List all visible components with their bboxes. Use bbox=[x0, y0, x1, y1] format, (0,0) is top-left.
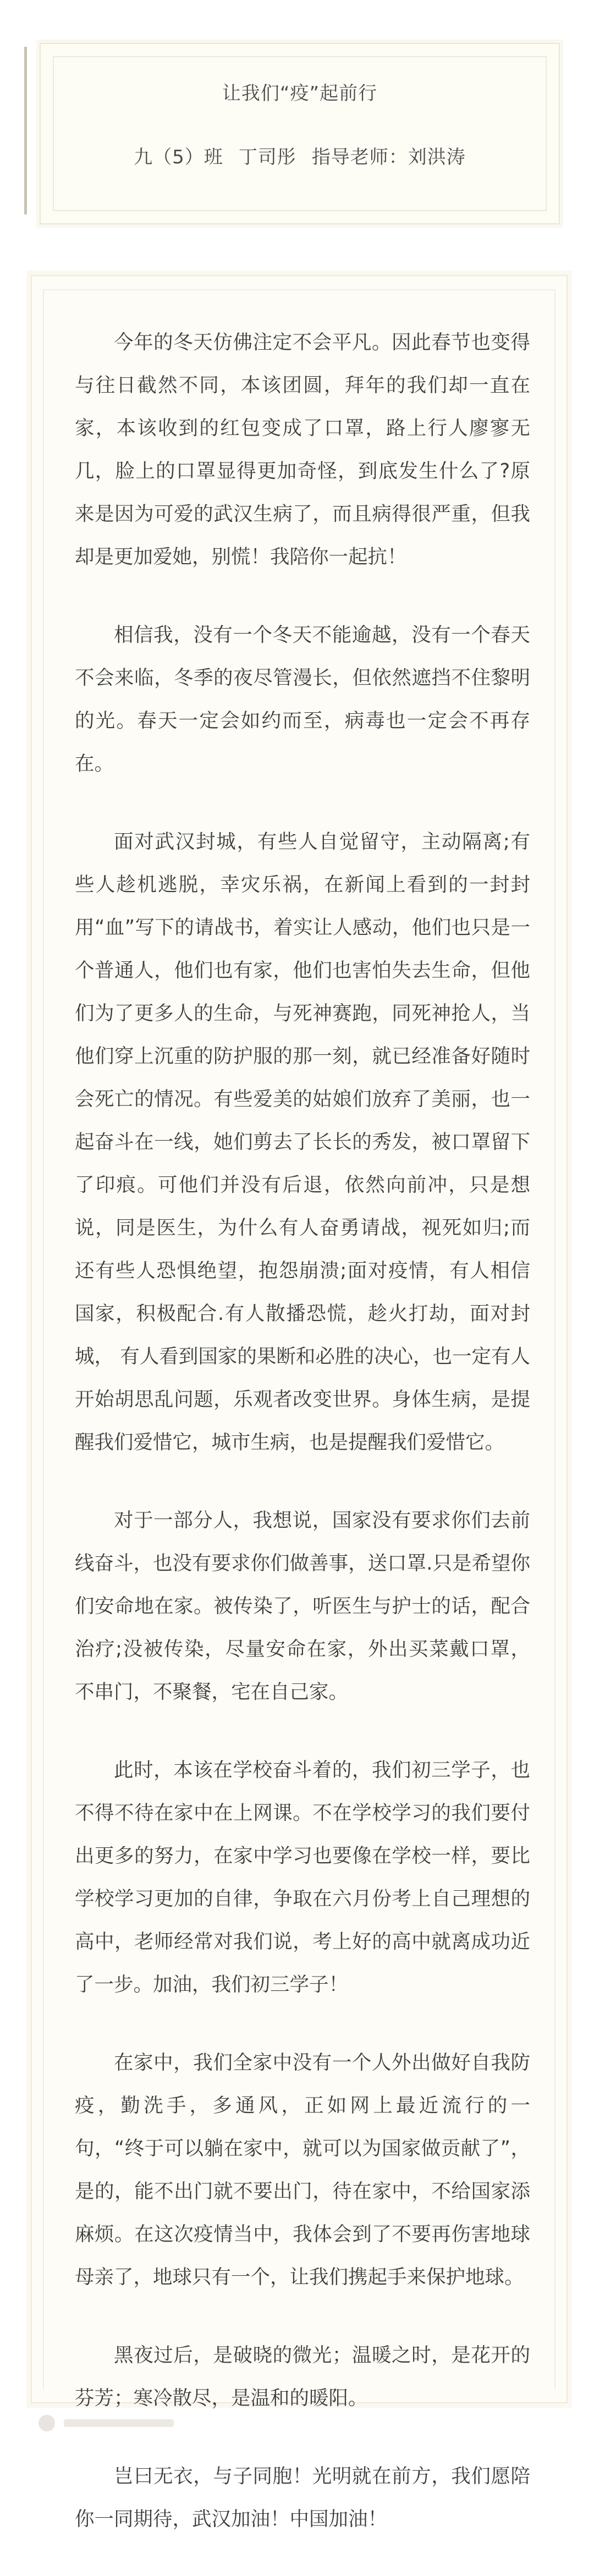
left-accent-bar bbox=[24, 47, 27, 214]
article-content bbox=[75, 321, 530, 2576]
article-paragraph-2: 相信我，没有一个冬天不能逾越，没有一个春天不会来临，冬季的夜尽管漫长，但依然遮挡不住黎明的光。春天一定会如约而至，病毒也一定会不再存在。 bbox=[75, 624, 530, 775]
byline-teacher: 指导老师：刘洪涛 bbox=[311, 146, 466, 168]
article-body-card bbox=[31, 275, 568, 2530]
article-paragraph-6: 在家中，我们全家中没有一个人外出做好自我防疫，勤洗手，多通风，正如网上最近流行的一句，“终于可以躺在家中，就可以为国家做贡献了”，是的，能不出门就不要出门，待在家中，不给国家添麻烦。在这次疫情当中，我体会到了不要再伤害地球母亲了，地球只有一个，让我们携起手来保护地球。 bbox=[75, 2051, 530, 2288]
header-card bbox=[40, 43, 560, 224]
article-paragraph-4: 对于一部分人，我想说，国家没有要求你们去前线奋斗，也没有要求你们做善事，送口罩.只是希望你们安命地在家。被传染了，听医生与护士的话，配合治疗;没被传染，尽量安命在家，外出买菜戴口罩，不串门，不聚餐，宅在自己家。 bbox=[75, 1509, 530, 1703]
footer-avatar-icon bbox=[38, 2415, 55, 2431]
article-title: 让我们“疫”起前行 bbox=[222, 82, 378, 104]
footer-faded-hint bbox=[38, 2412, 182, 2434]
article-paragraph-7: 黑夜过后，是破晓的微光；温暖之时，是花开的芬芳；寒冷散尽，是温和的暖阳。 bbox=[75, 2344, 530, 2409]
byline-class: 九（5）班 bbox=[134, 146, 223, 168]
byline-author: 丁司彤 bbox=[238, 146, 296, 168]
article-paragraph-3: 面对武汉封城，有些人自觉留守，主动隔离;有些人趁机逃脱，幸灾乐祸，在新闻上看到的一封封用“血”写下的请战书，着实让人感动，他们也只是一个普通人，他们也有家，他们也害怕失去生命，但他们为了更多人的生命，与死神赛跑，同死神抢人，当他们穿上沉重的防护服的那一刻，就已经准备好随时会死亡的情况。有些爱美的姑娘们放弃了美丽，也一起奋斗在一线，她们剪去了长长的秀发，被口罩留下了印痕。可他们并没有后退，依然向前冲，只是想说，同是医生，为什么有人奋勇请战，视死如归;而还有些人恐惧绝望，抱怨崩溃;面对疫情，有人相信国家，积极配合.有人散播恐慌，趁火打劫，面对封城， 有人看到国家的果断和必胜的决心，也一定有人开始胡思乱问题，乐观者改变世界。身体生病，是提醒我们爱惜它，城市生病，也是提醒我们爱惜它。 bbox=[75, 830, 530, 1454]
article-paragraph-8: 岂曰无衣，与子同胞！光明就在前方，我们愿陪你一同期待，武汉加油！中国加油！ bbox=[75, 2465, 530, 2530]
footer-faded-text-placeholder bbox=[64, 2419, 174, 2427]
article-byline bbox=[41, 142, 559, 169]
article-paragraph-5: 此时，本该在学校奋斗着的，我们初三学子，也不得不待在家中在上网课。不在学校学习的我们要付出更多的努力，在家中学习也要像在学校一样，要比学校学习更加的自律，争取在六月份考上自己理想的高中，老师经常对我们说，考上好的高中就离成功近了一步。加油，我们初三学子！ bbox=[75, 1759, 530, 1996]
article-paragraph-1: 今年的冬天仿佛注定不会平凡。因此春节也变得与往日截然不同，本该团圆，拜年的我们却一直在家，本该收到的红包变成了口罩，路上行人廖寥无几，脸上的口罩显得更加奇怪，到底发生什么了?原来是因为可爱的武汉生病了，而且病得很严重，但我却是更加爱她，别慌！我陪你一起抗！ bbox=[75, 331, 530, 568]
